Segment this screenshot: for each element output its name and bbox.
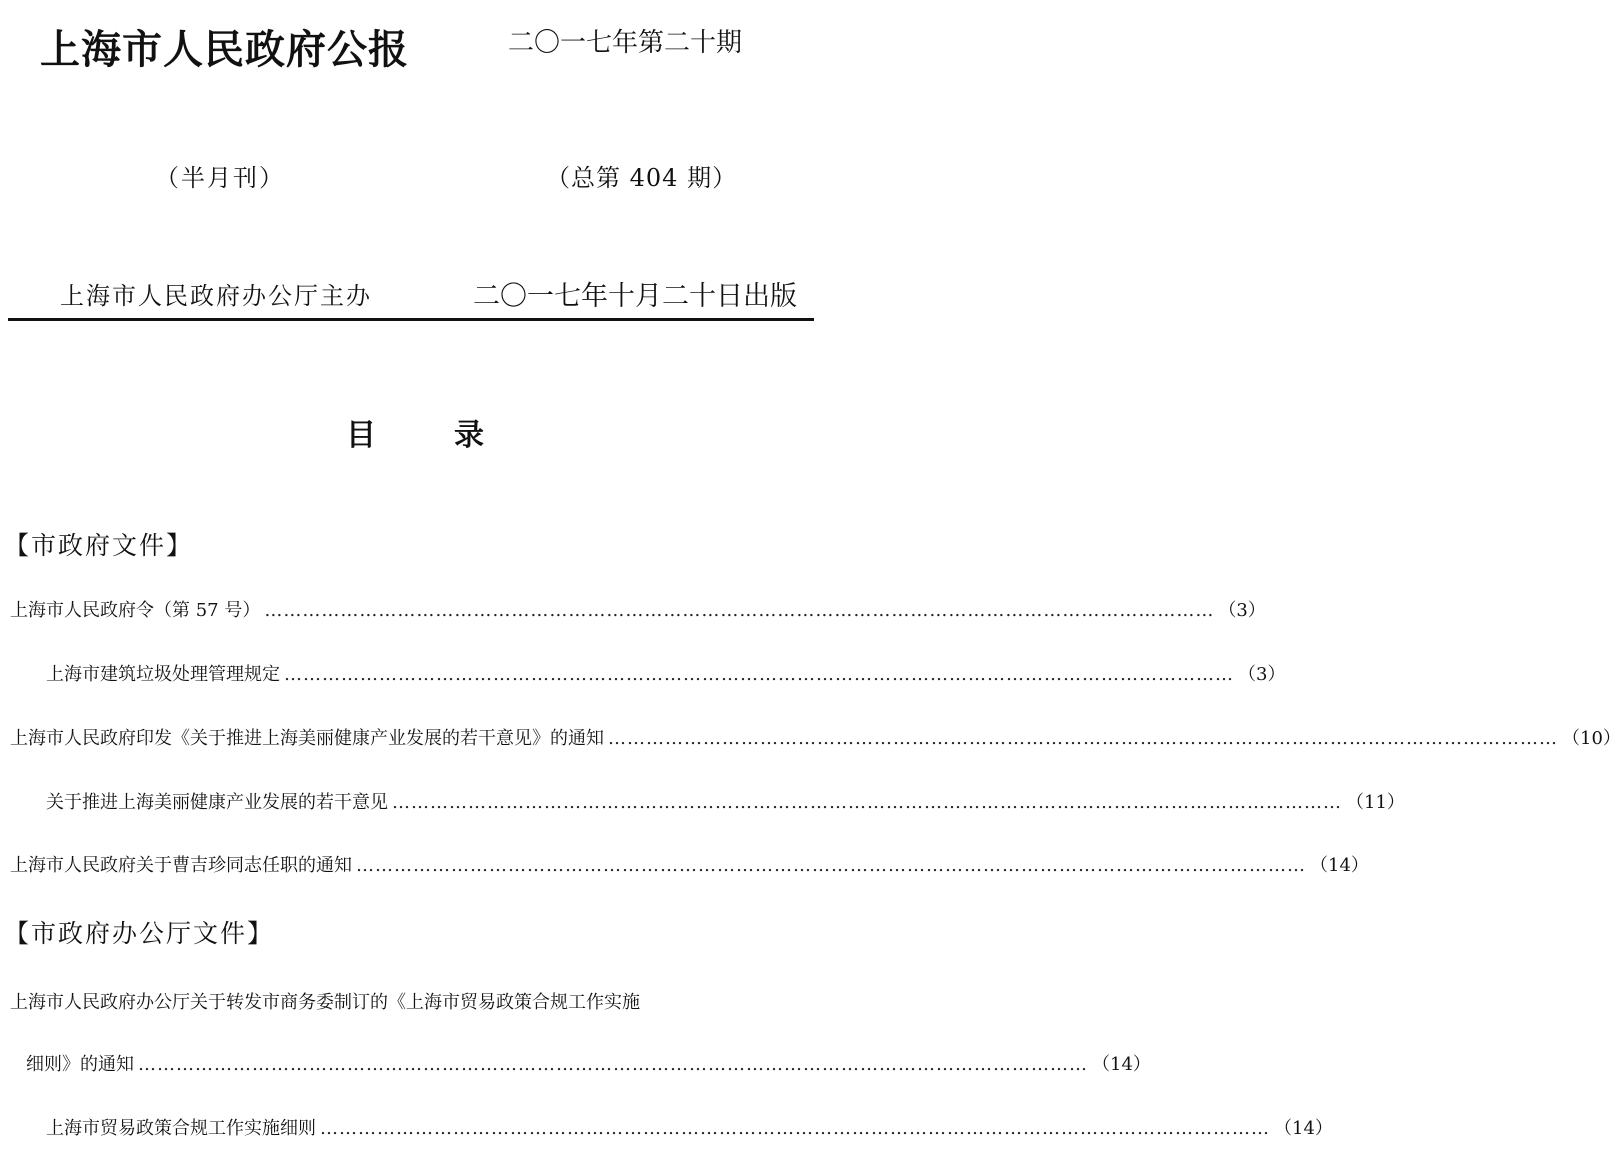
toc-title: 目录 [346, 418, 562, 453]
toc-entry-page: （14） [1274, 1118, 1333, 1139]
toc-entry[interactable] [46, 1114, 1333, 1142]
toc-entry-page: （3） [1218, 600, 1266, 621]
toc-entry-text: 上海市贸易政策合规工作实施细则 [46, 1118, 316, 1139]
toc-entry-page: （3） [1238, 664, 1286, 685]
toc-entry-text[interactable]: 上海市人民政府办公厅关于转发市商务委制订的《上海市贸易政策合规工作实施 [10, 992, 640, 1013]
toc-leader-dots: …………………………………………………………………………………………………………………………………… [356, 855, 1306, 876]
toc-leader-dots: …………………………………………………………………………………………………………………………………… [264, 600, 1215, 621]
toc-entry-text: 上海市人民政府印发《关于推进上海美丽健康产业发展的若干意见》的通知 [10, 728, 604, 749]
toc-entry[interactable] [46, 660, 1286, 688]
toc-entry-text: 细则》的通知 [26, 1054, 134, 1075]
toc-entry-text: 关于推进上海美丽健康产业发展的若干意见 [46, 792, 388, 813]
toc-section-heading: 【市政府文件】 [4, 531, 194, 560]
toc-leader-dots: …………………………………………………………………………………………………………………………………… [138, 1054, 1088, 1075]
header-divider [8, 318, 814, 321]
toc-leader-dots: …………………………………………………………………………………………………………………………………… [320, 1118, 1270, 1139]
toc-entry[interactable] [10, 851, 1369, 879]
sponsor: 上海市人民政府办公厅主办 [60, 282, 372, 310]
toc-leader-dots: …………………………………………………………………………………………………………………………………… [284, 664, 1234, 685]
publication-frequency: （半月刊） [155, 164, 285, 192]
toc-entry-page: （14） [1092, 1054, 1151, 1075]
toc-entry-page: （14） [1310, 855, 1369, 876]
total-issue-number: （总第 404 期） [546, 164, 738, 192]
toc-entry-text: 上海市建筑垃圾处理管理规定 [46, 664, 280, 685]
issue-number: 二〇一七年第二十期 [508, 28, 743, 58]
publish-date: 二〇一七年十月二十日出版 [473, 281, 797, 312]
toc-entry[interactable] [26, 1050, 1151, 1078]
toc-leader-dots: …………………………………………………………………………………………………………………………………… [392, 792, 1342, 813]
toc-entry-page: （10） [1562, 728, 1621, 749]
toc-entry[interactable] [46, 788, 1405, 816]
toc-entry-page: （11） [1346, 792, 1405, 813]
toc-section-heading: 【市政府办公厅文件】 [4, 919, 275, 948]
toc-entry[interactable] [10, 724, 1621, 752]
toc-leader-dots: …………………………………………………………………………………………………………………………………… [608, 728, 1558, 749]
toc-entry[interactable] [10, 596, 1266, 624]
toc-entry-text: 上海市人民政府令（第 57 号） [10, 600, 261, 621]
gazette-title: 上海市人民政府公报 [40, 26, 409, 73]
toc-entry-text: 上海市人民政府关于曹吉珍同志任职的通知 [10, 855, 352, 876]
